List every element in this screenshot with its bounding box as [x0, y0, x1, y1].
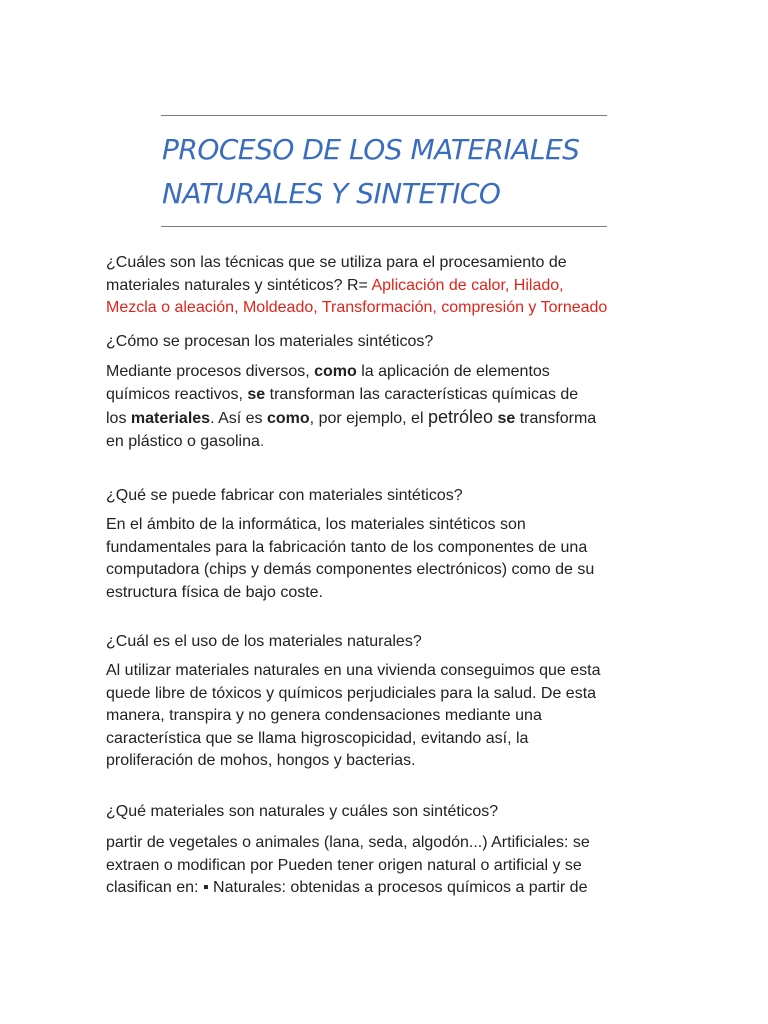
q4-line: proliferación de mohos, hongos y bacterias. — [106, 752, 416, 769]
q2-bold-como: como — [314, 363, 357, 380]
q4-line: quede libre de tóxicos y químicos perjudiciales para la salud. De esta — [106, 684, 597, 702]
q2-text: transforma — [515, 410, 597, 427]
title-line-1: PROCESO DE LOS MATERIALES — [162, 133, 580, 166]
q1-answer-start: Aplicación de calor, Hilado, — [371, 276, 564, 294]
q5-line: partir de vegetales o animales (lana, seda, algodón...) Artificiales: se — [106, 834, 590, 851]
q2-text: en plástico o gasolina — [106, 432, 260, 450]
q5-line: clasifican en: ▪ Naturales: obtenidas a procesos químicos a partir de — [106, 879, 588, 896]
q2-text: la aplicación de elementos — [356, 363, 550, 380]
q3-line: En el ámbito de la informática, los materiales sintéticos son — [106, 516, 526, 533]
answer-synthetic-process — [106, 361, 666, 453]
q4-line: manera, transpira y no genera condensaciones mediante una — [106, 707, 542, 724]
q3-line: computadora (chips y demás componentes electrónicos) como de su — [106, 561, 595, 578]
q2-text: los — [106, 410, 131, 427]
q1-question-end: materiales naturales y sintéticos? R= — [106, 276, 372, 294]
answer-natural-vs-synthetic — [106, 832, 666, 900]
q2-bold-se: se — [497, 410, 516, 427]
page-title — [162, 128, 622, 216]
question-synthetic-process: ¿Cómo se procesan los materiales sintéticos? — [106, 333, 434, 350]
q3-line: fundamentales para la fabricación tanto de los componentes de una — [106, 538, 588, 556]
q2-bold-materiales: materiales — [130, 410, 211, 427]
q2-text: Mediante procesos diversos, — [106, 363, 315, 380]
q2-line-1 — [106, 361, 666, 384]
q2-text: , por ejemplo, el — [309, 410, 428, 427]
question-techniques — [106, 252, 666, 320]
q1-answer-end: Mezcla o aleación, Moldeado, Transformación, compresión y Torneado — [106, 299, 608, 316]
q2-line-3 — [106, 406, 666, 431]
q2-bold-se: se — [247, 385, 266, 403]
top-divider — [161, 115, 607, 116]
answer-synthetic-uses — [106, 514, 666, 604]
q5-line: extraen o modifican por Pueden tener origen natural o artificial y se — [106, 856, 582, 874]
q4-line: característica que se llama higroscopicidad, evitando así, la — [106, 729, 529, 747]
bottom-divider — [161, 226, 607, 227]
answer-natural-uses — [106, 660, 666, 773]
question-synthetic-uses: ¿Qué se puede fabricar con materiales sintéticos? — [106, 487, 463, 504]
q2-line-4 — [106, 431, 666, 454]
q4-line: Al utilizar materiales naturales en una vivienda conseguimos que esta — [106, 662, 601, 679]
q2-large-petroleo: petróleo — [427, 407, 494, 427]
q2-line-2 — [106, 384, 666, 407]
q2-text: transforman las características químicas de — [265, 385, 579, 403]
q2-text: químicos reactivos, — [106, 385, 248, 403]
q2-bold-como: como — [267, 410, 310, 427]
question-natural-uses: ¿Cuál es el uso de los materiales naturales? — [106, 633, 422, 650]
q2-period: . — [259, 432, 265, 450]
title-line-2: NATURALES Y SINTETICO — [162, 177, 501, 210]
q2-text: . Así es — [210, 410, 267, 427]
q3-line: estructura física de bajo coste. — [106, 583, 323, 601]
q1-line-2 — [106, 275, 666, 298]
question-natural-vs-synthetic: ¿Qué materiales son naturales y cuáles son sintéticos? — [106, 803, 499, 820]
q1-line-1: ¿Cuáles son las técnicas que se utiliza para el procesamiento de — [106, 254, 567, 271]
